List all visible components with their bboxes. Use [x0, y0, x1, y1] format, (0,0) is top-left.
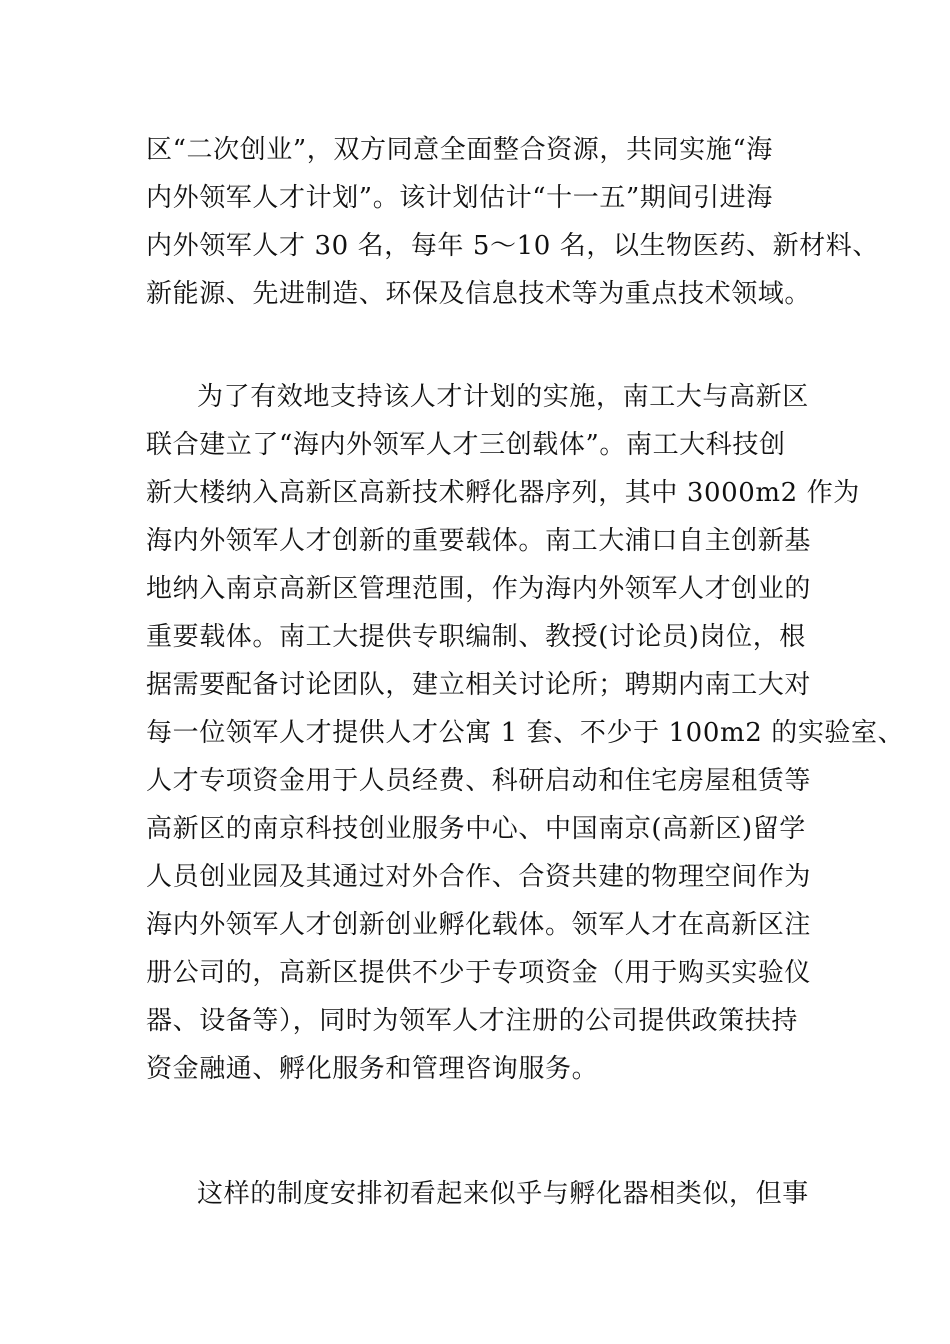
text-line: 新大楼纳入高新区高新技术孵化器序列，其中 3000m2 作为 — [146, 478, 860, 508]
text-line: 重要载体。南工大提供专职编制、教授(讨论员)岗位，根 — [146, 622, 806, 652]
text-line: 为了有效地支持该人才计划的实施，南工大与高新区 — [197, 382, 809, 412]
text-line: 高新区的南京科技创业服务中心、中国南京(高新区)留学 — [146, 814, 806, 844]
text-line: 海内外领军人才创新的重要载体。南工大浦口自主创新基 — [146, 526, 812, 556]
text-line: 海内外领军人才创新创业孵化载体。领军人才在高新区注 — [146, 910, 812, 940]
text-line: 器、设备等），同时为领军人才注册的公司提供政策扶持 — [146, 1006, 799, 1036]
text-line: 资金融通、孵化服务和管理咨询服务。 — [146, 1054, 599, 1084]
text-line: 人才专项资金用于人员经费、科研启动和住宅房屋租赁等 — [146, 766, 812, 796]
text-line: 联合建立了“海内外领军人才三创载体”。南工大科技创 — [146, 430, 786, 460]
text-line: 地纳入南京高新区管理范围，作为海内外领军人才创业的 — [146, 574, 812, 604]
text-line: 内外领军人才计划”。该计划估计“十一五”期间引进海 — [146, 183, 773, 213]
text-line: 人员创业园及其通过对外合作、合资共建的物理空间作为 — [146, 862, 812, 892]
text-line: 区“二次创业”，双方同意全面整合资源，共同实施“海 — [146, 135, 773, 165]
text-line: 据需要配备讨论团队，建立相关讨论所；聘期内南工大对 — [146, 670, 812, 700]
text-line: 新能源、先进制造、环保及信息技术等为重点技术领域。 — [146, 279, 812, 309]
text-line: 册公司的，高新区提供不少于专项资金（用于购买实验仪 — [146, 958, 812, 988]
text-line: 每一位领军人才提供人才公寓 1 套、不少于 100m2 的实验室、 — [146, 718, 905, 748]
text-line: 这样的制度安排初看起来似乎与孵化器相类似，但事 — [197, 1179, 809, 1209]
text-line: 内外领军人才 30 名，每年 5～10 名，以生物医药、新材料、 — [146, 231, 879, 261]
